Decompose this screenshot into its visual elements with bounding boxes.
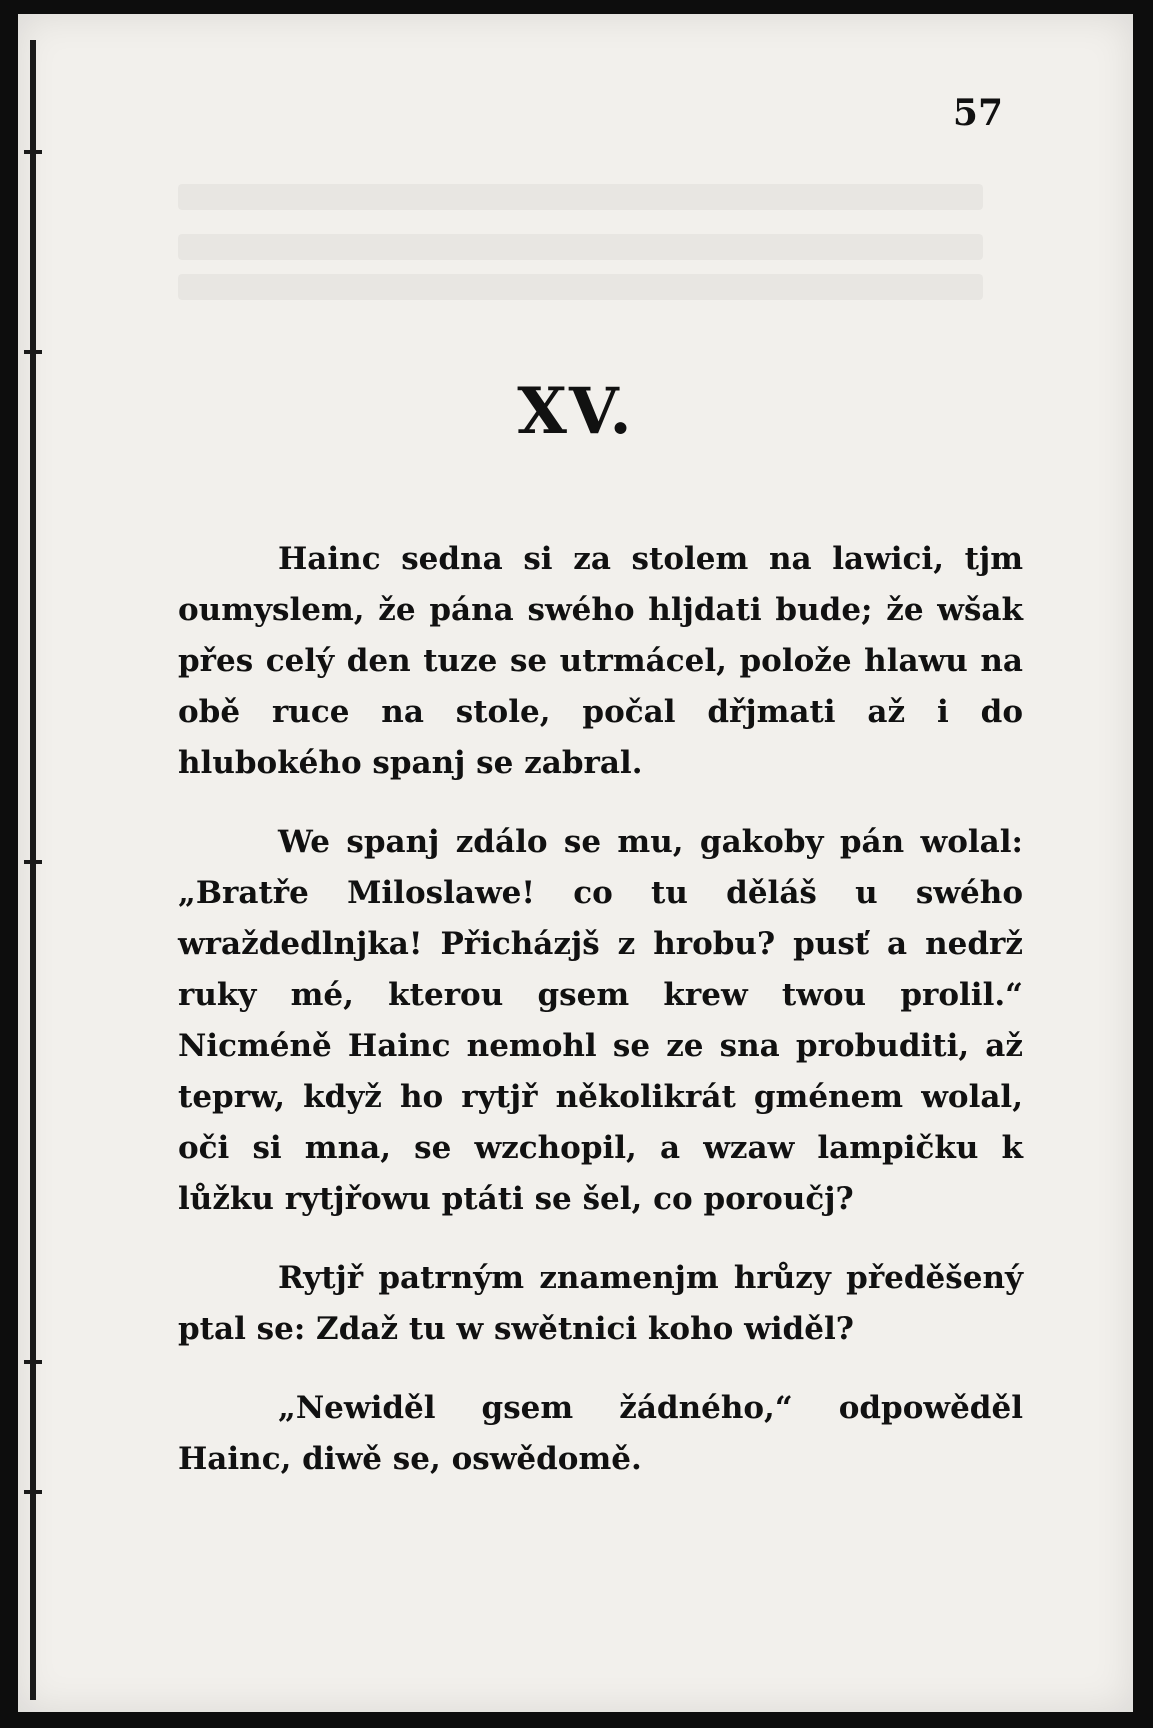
binding-edge [30,40,36,1700]
show-through [178,184,983,210]
binding-mark [24,150,42,154]
binding-mark [24,860,42,864]
page-number: 57 [952,92,1003,134]
show-through [178,234,983,260]
body-text [178,534,1023,1513]
chapter-heading: XV. [517,374,634,449]
paragraph: „Newiděl gsem žádného,“ odpowěděl Hainc, diwě se, oswědomě. [178,1390,1023,1477]
book-page [18,14,1133,1712]
binding-mark [24,1490,42,1494]
show-through [178,274,983,300]
paragraph: We spanj zdálo se mu, gakoby pán wolal: „Bratře Miloslawe! co tu děláš u swého wraždedlnjka! Přicházjš z hrobu? pusť a nedrž ruky mé, kterou gsem krew twou prolil.“ Nicméně Hainc nemohl se ze sna probuditi, až teprw, když ho rytjř několikrát gménem wolal, oči si mna, se wzchopil, a wzaw lampičku k lůžku rytjřowu ptáti se šel, co poroučj? [178,824,1023,1217]
binding-mark [24,350,42,354]
paragraph: Rytjř patrným znamenjm hrůzy předěšený ptal se: Zdaž tu w swětnici koho widěl? [178,1260,1023,1347]
paragraph: Hainc sedna si za stolem na lawici, tjm oumyslem, že pána swého hljdati bude; že wšak přes celý den tuze se utrmácel, polože hlawu na obě ruce na stole, počal dřjmati až i do hlubokého spanj se zabral. [178,541,1023,781]
binding-mark [24,1360,42,1364]
